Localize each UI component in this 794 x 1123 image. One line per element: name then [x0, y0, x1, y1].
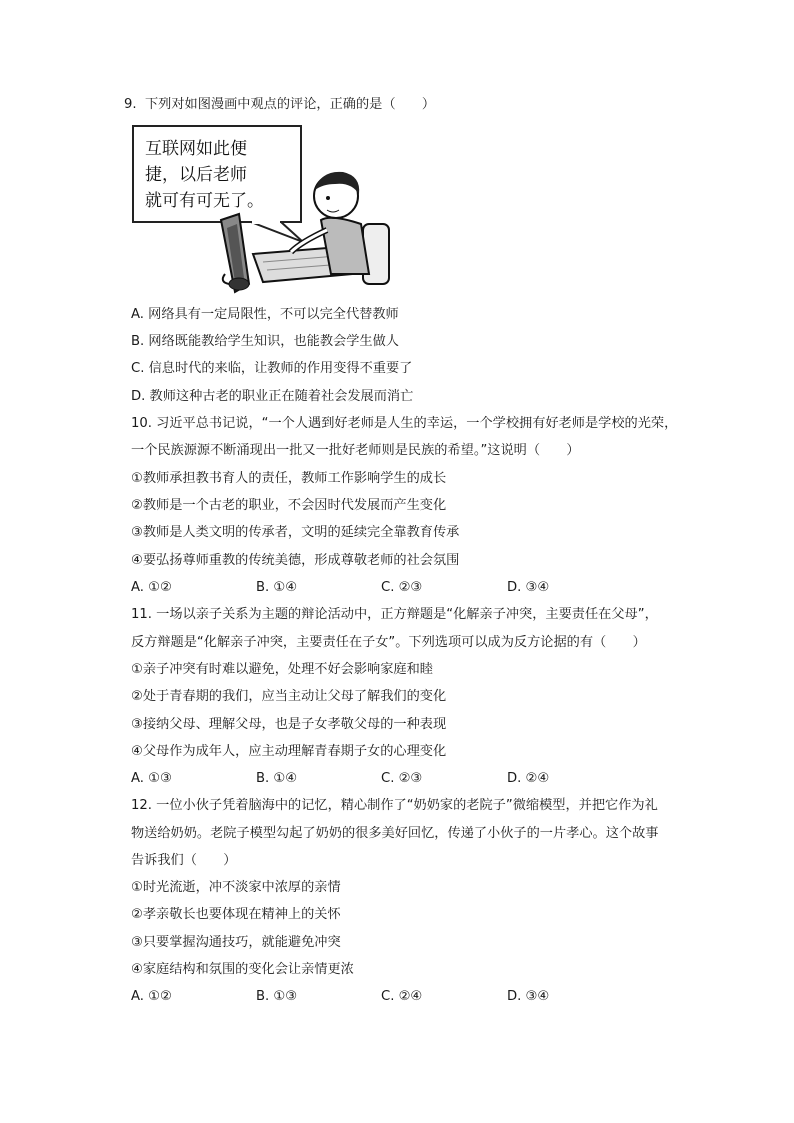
q11-choice-d: D. ②④ [507, 771, 550, 786]
q10-statement-3: ③教师是人类文明的传承者，文明的延续完全靠教育传承 [131, 525, 460, 540]
q10-statement-2: ②教师是一个古老的职业，不会因时代发展而产生变化 [131, 498, 447, 513]
q10-stem-line-1: 10. 习近平总书记说，“一个人遇到好老师是人生的幸运，一个学校拥有好老师是学校的光荣， [131, 416, 678, 431]
q12-stem-line-1: 12. 一位小伙子凭着脑海中的记忆，精心制作了“奶奶家的老院子”微缩模型，并把它作为礼 [131, 798, 658, 813]
q10-stem-line-2: 一个民族源源不断涌现出一批又一批好老师则是民族的希望。”这说明（ ） [131, 443, 580, 458]
q11-choice-a: A. ①③ [131, 771, 172, 786]
q12-choice-c: C. ②④ [381, 989, 423, 1004]
q12-statement-3: ③只要掌握沟通技巧，就能避免冲突 [131, 935, 341, 950]
q12-statement-4: ④家庭结构和氛围的变化会让亲情更浓 [131, 962, 354, 977]
q11-choice-c: C. ②③ [381, 771, 423, 786]
q12-choice-d: D. ③④ [507, 989, 550, 1004]
q10-choice-c: C. ②③ [381, 580, 423, 595]
q9-option-c: C. 信息时代的来临，让教师的作用变得不重要了 [131, 361, 413, 376]
comic-illustration [131, 124, 401, 294]
q11-statement-3: ③接纳父母、理解父母，也是子女孝敬父母的一种表现 [131, 717, 447, 732]
q12-statement-1: ①时光流逝，冲不淡家中浓厚的亲情 [131, 880, 341, 895]
q12-stem-line-3: 告诉我们（ ） [131, 853, 237, 868]
speech-line-2: 捷，以后老师 [145, 165, 247, 185]
q10-statement-1: ①教师承担教书育人的责任，教师工作影响学生的成长 [131, 471, 447, 486]
q10-choice-b: B. ①④ [256, 580, 298, 595]
q12-choice-a: A. ①② [131, 989, 172, 1004]
q11-stem-line-2: 反方辩题是“化解亲子冲突，主要责任在子女”。下列选项可以成为反方论据的有（ ） [131, 635, 646, 650]
q12-stem-line-2: 物送给奶奶。老院子模型勾起了奶奶的很多美好回忆，传递了小伙子的一片孝心。这个故事 [131, 826, 659, 841]
q10-statement-4: ④要弘扬尊师重教的传统美德，形成尊敬老师的社会氛围 [131, 553, 460, 568]
q9-option-a: A. 网络具有一定局限性，不可以完全代替教师 [131, 307, 399, 322]
q11-statement-2: ②处于青春期的我们，应当主动让父母了解我们的变化 [131, 689, 447, 704]
speech-bubble-tail [251, 222, 303, 242]
q11-statement-1: ①亲子冲突有时难以避免，处理不好会影响家庭和睦 [131, 662, 433, 677]
q11-stem-line-1: 11. 一场以亲子关系为主题的辩论活动中，正方辩题是“化解亲子冲突，主要责任在父母”， [131, 607, 658, 622]
q9-comic [131, 124, 401, 294]
speech-line-1: 互联网如此便 [145, 139, 247, 159]
q9-option-b: B. 网络既能教给学生知识，也能教会学生做人 [131, 334, 399, 349]
q9-option-d: D. 教师这种古老的职业正在随着社会发展而消亡 [131, 389, 414, 404]
q10-choice-a: A. ①② [131, 580, 172, 595]
q12-choice-b: B. ①③ [256, 989, 298, 1004]
q10-choice-d: D. ③④ [507, 580, 550, 595]
q11-choice-b: B. ①④ [256, 771, 298, 786]
speech-line-3: 就可有可无了。 [145, 191, 264, 211]
q9-stem: 9. 下列对如图漫画中观点的评论，正确的是（ ） [124, 97, 436, 112]
q11-statement-4: ④父母作为成年人，应主动理解青春期子女的心理变化 [131, 744, 447, 759]
q12-statement-2: ②孝亲敬长也要体现在精神上的关怀 [131, 907, 341, 922]
